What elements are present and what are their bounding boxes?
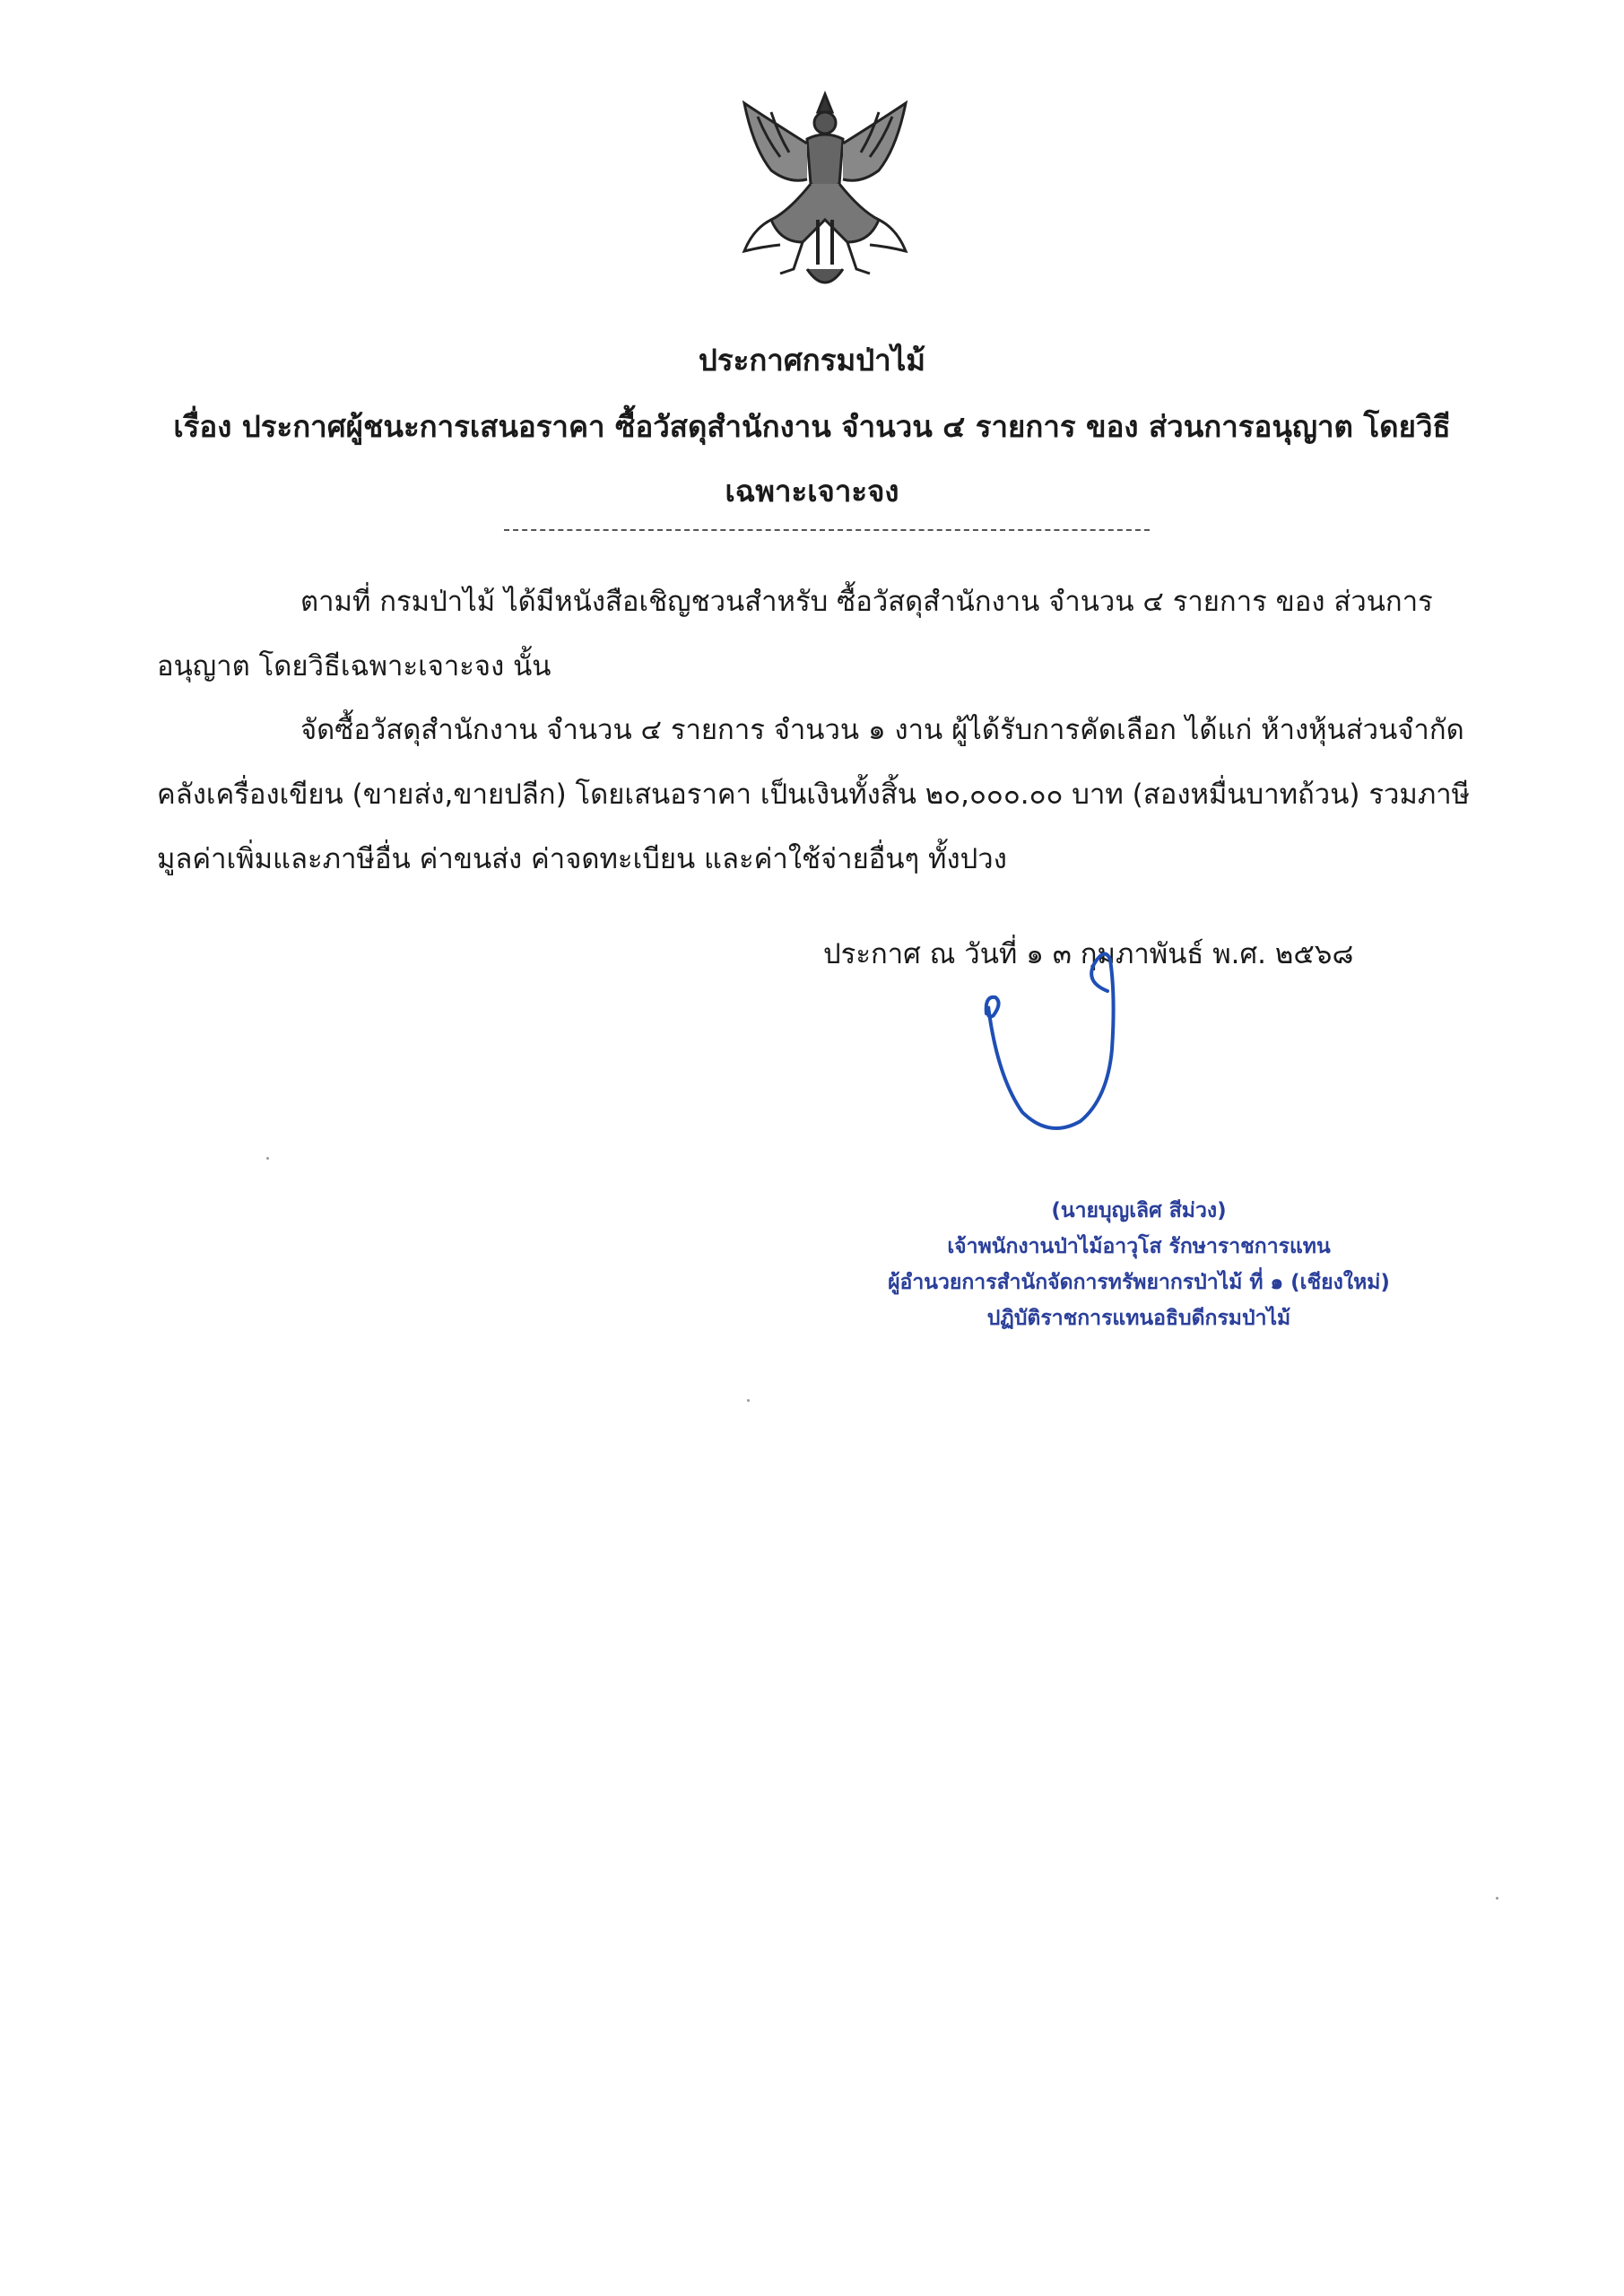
signatory-position-1: เจ้าพนักงานป่าไม้อาวุโส รักษาราชการแทน (947, 1235, 1331, 1258)
signatory-position-3: ปฏิบัติราชการแทนอธิบดีกรมป่าไม้ (986, 1307, 1291, 1330)
announcement-subject: เรื่อง ประกาศผู้ชนะการเสนอราคา ซื้อวัสดุสำนักงาน จำนวน ๔ รายการ ของ ส่วนการอนุญาต โดยวิธีเฉพาะเจาะจง (173, 409, 1451, 509)
department-title: ประกาศกรมป่าไม้ (698, 343, 926, 378)
scan-speck (1496, 1897, 1498, 1900)
signatory-stamp (825, 1193, 1453, 1336)
body-paragraph-2 (157, 698, 1480, 891)
signatory-name: (นายบุญเลิศ สีม่วง) (1051, 1199, 1227, 1222)
scan-speck (747, 1399, 750, 1402)
announcement-date: ประกาศ ณ วันที่ ๑ ๓ กุมภาพันธ์ พ.ศ. ๒๕๖๘ (823, 938, 1354, 970)
paragraph-1-text: ตามที่ กรมป่าไม้ ได้มีหนังสือเชิญชวนสำหรับ ซื้อวัสดุสำนักงาน จำนวน ๔ รายการ ของ ส่วนการอนุญาต โดยวิธีเฉพาะเจาะจง นั้น (157, 586, 1433, 683)
body-paragraph-1 (157, 570, 1480, 699)
scan-speck (266, 1157, 269, 1160)
signatory-position-2: ผู้อำนวยการสำนักจัดการทรัพยากรป่าไม้ ที่ ๑ (เชียงใหม่) (888, 1271, 1390, 1294)
handwritten-signature-icon (951, 942, 1175, 1157)
paragraph-2-text: จัดซื้อวัสดุสำนักงาน จำนวน ๔ รายการ จำนวน ๑ งาน ผู้ได้รับการคัดเลือก ได้แก่ ห้างหุ้นส่วนจำกัด คลังเครื่องเขียน (ขายส่ง,ขายปลีก) โดยเสนอราคา เป็นเงินทั้งสิ้น ๒๐,๐๐๐.๐๐ บาท (สองหมื่นบาทถ้วน) รวมภาษีมูลค่าเพิ่มและภาษีอื่น ค่าขนส่ง ค่าจดทะเบียน และค่าใช้จ่ายอื่นๆ ทั้งปวง (157, 714, 1471, 875)
dashed-divider (504, 529, 1150, 531)
garuda-emblem-icon (717, 85, 933, 300)
